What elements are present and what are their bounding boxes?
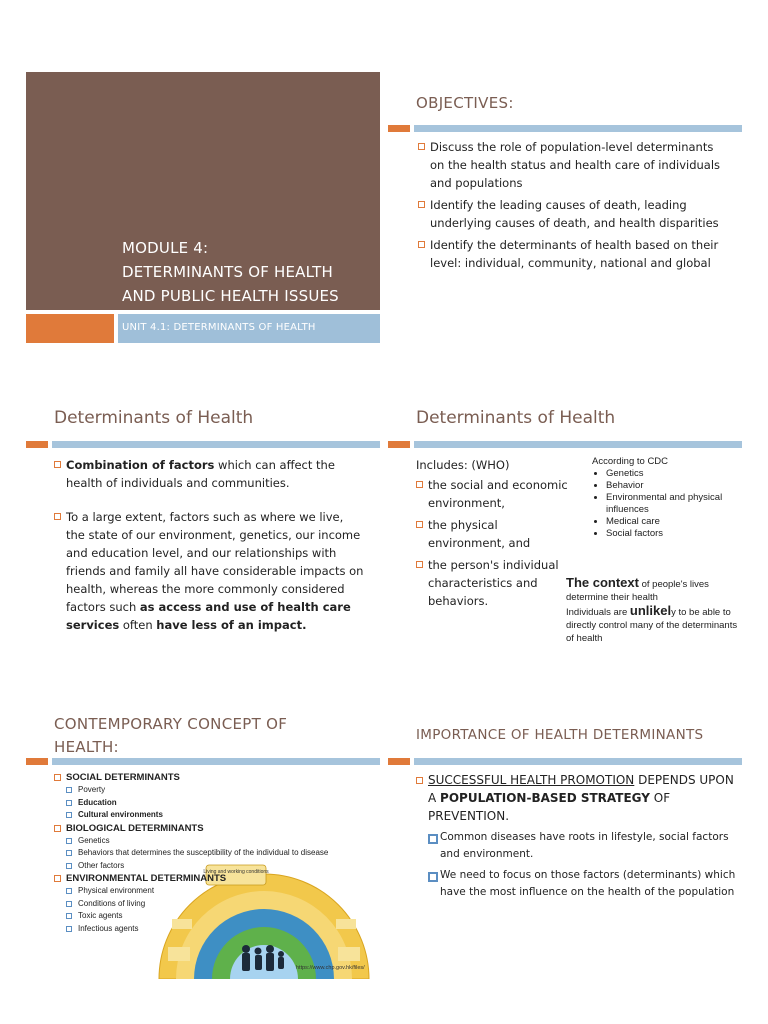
list-item: Identify the determinants of health based on their level: individual, community, national and global <box>418 236 730 272</box>
accent-bar <box>26 758 48 765</box>
slide-heading: Determinants of Health <box>54 408 254 428</box>
environmental-determinants: ENVIRONMENTAL DETERMINANTS <box>54 872 328 885</box>
accent-bar <box>388 125 410 132</box>
list-item: Other factors <box>54 860 328 873</box>
accent-bar <box>388 441 410 448</box>
cdc-heading: According to CDC <box>592 456 669 467</box>
accent-bar <box>26 441 48 448</box>
diagram-label: Living and working conditions <box>203 869 269 875</box>
accent-bar <box>388 758 410 765</box>
slide-heading: OBJECTIVES: <box>416 94 514 112</box>
list-item: Toxic agents <box>54 910 328 923</box>
list-item: Poverty <box>54 784 328 797</box>
list-item: Identify the leading causes of death, leading underlying causes of death, and health disparities <box>418 196 730 232</box>
slide-contemporary-concept <box>26 705 380 975</box>
divider-bar <box>52 758 380 765</box>
bullet-list <box>54 456 364 638</box>
title-line-3: AND PUBLIC HEALTH ISSUES <box>122 287 339 305</box>
sub-point: Common diseases have roots in lifestyle, social factors and environment. <box>416 829 736 863</box>
list-item: Behaviors that determines the susceptibility of the individual to disease <box>54 847 328 860</box>
subtitle-accent-bar <box>26 314 114 343</box>
context-note: The context of people's lives determine their health Individuals are unlikely to be able to directly control many of the determinants of health <box>566 575 738 644</box>
list-item: Cultural environments <box>54 809 328 822</box>
list-item: Genetics <box>54 835 328 848</box>
social-determinants: SOCIAL DETERMINANTS <box>54 771 328 784</box>
list-item: Education <box>54 797 328 810</box>
slide-heading: IMPORTANCE OF HEALTH DETERMINANTS <box>416 727 704 743</box>
determinants-list <box>54 771 328 935</box>
divider-bar <box>52 441 380 448</box>
title-line-1: MODULE 4: <box>122 239 209 257</box>
main-point: SUCCESSFUL HEALTH PROMOTION DEPENDS UPON A POPULATION-BASED STRATEGY OF PREVENTION. <box>416 771 736 825</box>
slide-heading: CONTEMPORARY CONCEPT OF HEALTH: <box>54 715 288 756</box>
list-item: Discuss the role of population-level determinants on the health status and health care of individuals and populations <box>418 138 730 192</box>
list-item: • Medical care <box>606 516 742 528</box>
list-item: the person's individual characteristics and behaviors. <box>416 556 576 610</box>
list-item: Conditions of living <box>54 898 328 911</box>
objectives-list <box>418 138 730 276</box>
slide-objectives <box>388 72 742 342</box>
list-item: the social and economic environment, <box>416 476 576 512</box>
list-item: • Social factors <box>606 528 742 540</box>
module-title <box>122 236 372 308</box>
slide-importance <box>388 705 742 975</box>
slide-determinants-2 <box>388 392 742 662</box>
who-block <box>416 456 576 614</box>
slide-title <box>26 72 380 342</box>
divider-bar <box>414 441 742 448</box>
list-item: • Genetics <box>606 468 742 480</box>
source-url: https://www.chp.gov.hk/files/ <box>296 965 365 971</box>
list-item: To a large extent, factors such as where we live, the state of our environment, genetics, our income and education level, and our relationships with friends and family all have considerable impacts on health, whereas the more commonly considered factors such as access and use of health care services often have less of an impact. <box>54 508 364 634</box>
list-item: • Behavior <box>606 480 742 492</box>
cdc-list <box>592 456 742 540</box>
list-item: • Environmental and physical influences <box>606 492 742 516</box>
list-item: Combination of factors which can affect the health of individuals and communities. <box>54 456 364 492</box>
includes-label: Includes: (WHO) <box>416 458 510 472</box>
slide-heading: Determinants of Health <box>416 408 616 428</box>
list-item: the physical environment, and <box>416 516 576 552</box>
importance-content <box>416 771 736 901</box>
slide-determinants-1 <box>26 392 380 662</box>
divider-bar <box>414 125 742 132</box>
sub-point: We need to focus on those factors (determinants) which have the most influence on the health of the population <box>416 867 736 901</box>
title-line-2: DETERMINANTS OF HEALTH <box>122 263 333 281</box>
divider-bar <box>414 758 742 765</box>
list-item: Infectious agents <box>54 923 328 936</box>
biological-determinants: BIOLOGICAL DETERMINANTS <box>54 822 328 835</box>
list-item: Physical environment <box>54 885 328 898</box>
unit-subtitle: UNIT 4.1: DETERMINANTS OF HEALTH <box>122 322 316 333</box>
